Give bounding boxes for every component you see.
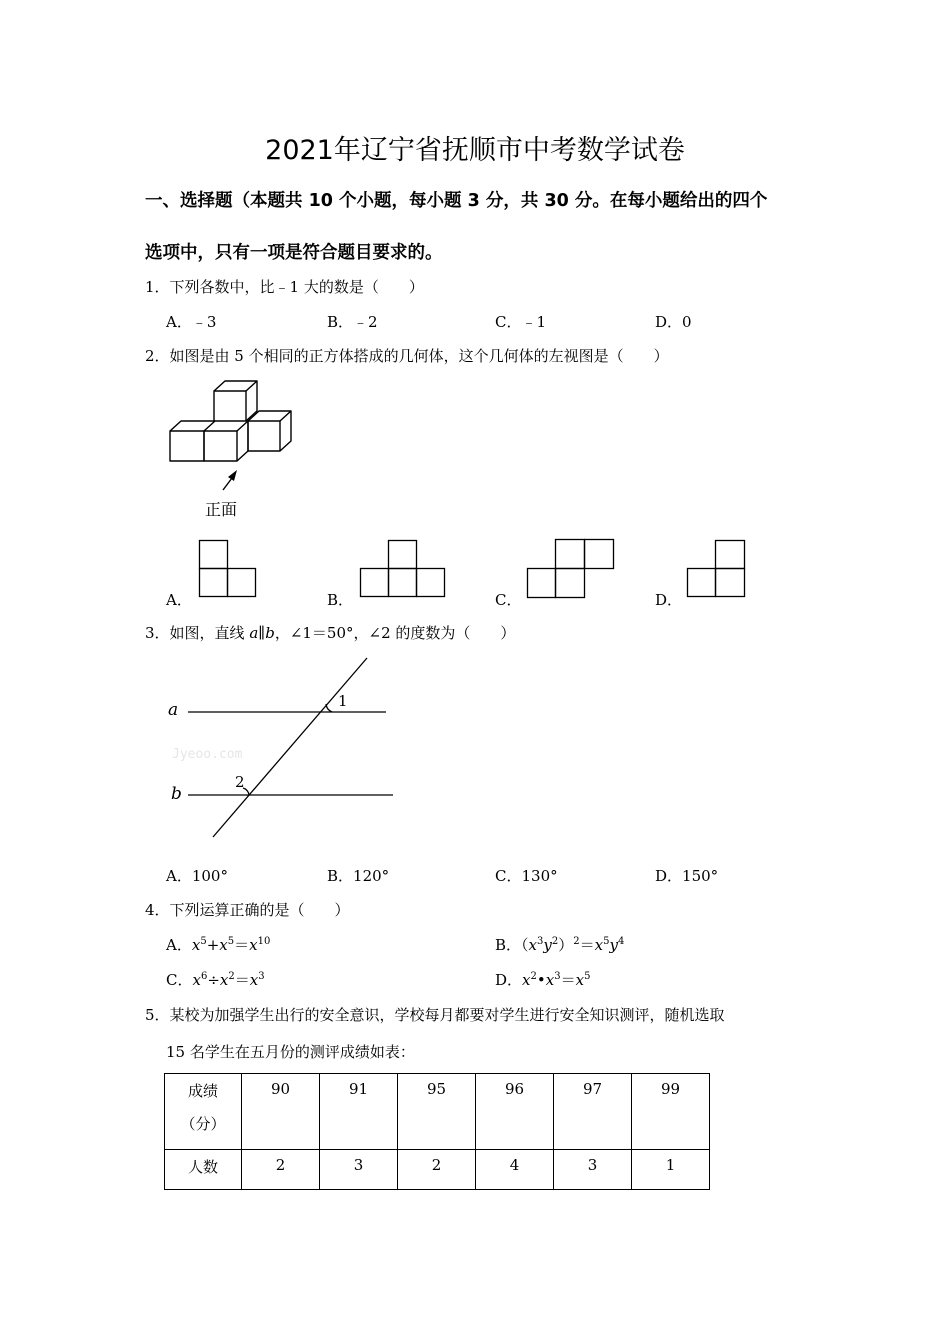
- q4-option-d-letter: D．: [495, 971, 523, 989]
- header-label-1: 成绩: [187, 1082, 218, 1100]
- score-cell: 99: [632, 1074, 710, 1150]
- count-label-cell: 人数: [165, 1150, 242, 1190]
- count-cell: 2: [398, 1150, 476, 1190]
- score-cell: 96: [476, 1074, 554, 1150]
- q3-option-b: B．120°: [327, 867, 390, 885]
- count-cell: 3: [320, 1150, 398, 1190]
- q3-line-b: b: [265, 624, 275, 642]
- score-cell: 95: [398, 1074, 476, 1150]
- q1-option-a: A．﹣3: [166, 313, 217, 331]
- section-heading-line2: 选项中，只有一项是符合题目要求的。: [145, 243, 443, 263]
- q2-option-c-letter: C．: [495, 591, 522, 609]
- page-title: 2021年辽宁省抚顺市中考数学试卷: [265, 135, 685, 166]
- q3-parallel-sign: ∥: [258, 624, 266, 642]
- table-row: [165, 1074, 710, 1150]
- question-2-stem: 2．如图是由 5 个相同的正方体搭成的几何体，这个几何体的左视图是（ ）: [145, 347, 669, 365]
- question-5-stem-line1: 5．某校为加强学生出行的安全意识，学校每月都要对学生进行安全知识测评，随机选取: [145, 1006, 725, 1024]
- q2-option-b-view: [360, 540, 448, 598]
- q3-stem-rest: ，∠1＝50°，∠2 的度数为（ ）: [274, 624, 516, 642]
- front-label: 正面: [205, 500, 238, 519]
- q4-option-b-letter: B．: [495, 936, 522, 954]
- header-label-2: （分）: [180, 1115, 226, 1133]
- section-heading-line1: 一、选择题（本题共 10 个小题，每小题 3 分，共 30 分。在每小题给出的四个: [145, 191, 768, 211]
- q3-option-a: A．100°: [166, 867, 228, 885]
- q4-option-a-letter: A．: [166, 936, 192, 954]
- line-a-label: a: [168, 700, 179, 720]
- question-1-stem: 1．下列各数中，比﹣1 大的数是（ ）: [145, 278, 424, 296]
- question-3-stem: [145, 622, 515, 643]
- count-cell: 3: [554, 1150, 632, 1190]
- q1-option-c: C．﹣1: [495, 313, 547, 331]
- q3-stem-part: 3．如图，直线: [145, 624, 250, 642]
- q2-option-d-view: [687, 540, 747, 598]
- angle-1-label: 1: [338, 692, 348, 710]
- q3-option-c: C．130°: [495, 867, 558, 885]
- q2-option-b-letter: B．: [327, 591, 354, 609]
- q1-option-b: B．﹣2: [327, 313, 378, 331]
- count-cell: 4: [476, 1150, 554, 1190]
- q2-option-d-letter: D．: [655, 591, 683, 609]
- q2-option-a-view: [199, 540, 257, 598]
- question-5-stem-line2: 15 名学生在五月份的测评成绩如表：: [166, 1043, 415, 1061]
- score-cell: 90: [242, 1074, 320, 1150]
- line-b-label: b: [171, 784, 182, 804]
- score-cell: 91: [320, 1074, 398, 1150]
- score-cell: 97: [554, 1074, 632, 1150]
- count-cell: 1: [632, 1150, 710, 1190]
- q4-option-d: D．$x^2•x^3=x^5$: [495, 971, 591, 989]
- question-4-stem: 4．下列运算正确的是（ ）: [145, 901, 350, 919]
- q4-option-c: C．$x^6\div x^2=x^3$: [166, 971, 265, 989]
- q2-option-c-view: [527, 539, 615, 599]
- q3-line-a: a: [249, 624, 259, 642]
- q4-option-b: B．$(x^3y^2)^2=x^5y^4$: [495, 936, 625, 954]
- cube-stack-figure: [168, 378, 298, 468]
- count-cell: 2: [242, 1150, 320, 1190]
- watermark: Jyeoo.com: [172, 747, 243, 762]
- score-table: [164, 1073, 710, 1190]
- table-row: [165, 1150, 710, 1190]
- q3-option-d: D．150°: [655, 867, 719, 885]
- header-cell: [165, 1074, 242, 1150]
- q4-option-c-letter: C．: [166, 971, 193, 989]
- q2-option-a-letter: A．: [166, 591, 192, 609]
- q4-option-a: A．$x^5+x^5=x^{10}$: [166, 936, 271, 954]
- q1-option-d: D．0: [655, 313, 692, 331]
- angle-2-label: 2: [235, 773, 245, 791]
